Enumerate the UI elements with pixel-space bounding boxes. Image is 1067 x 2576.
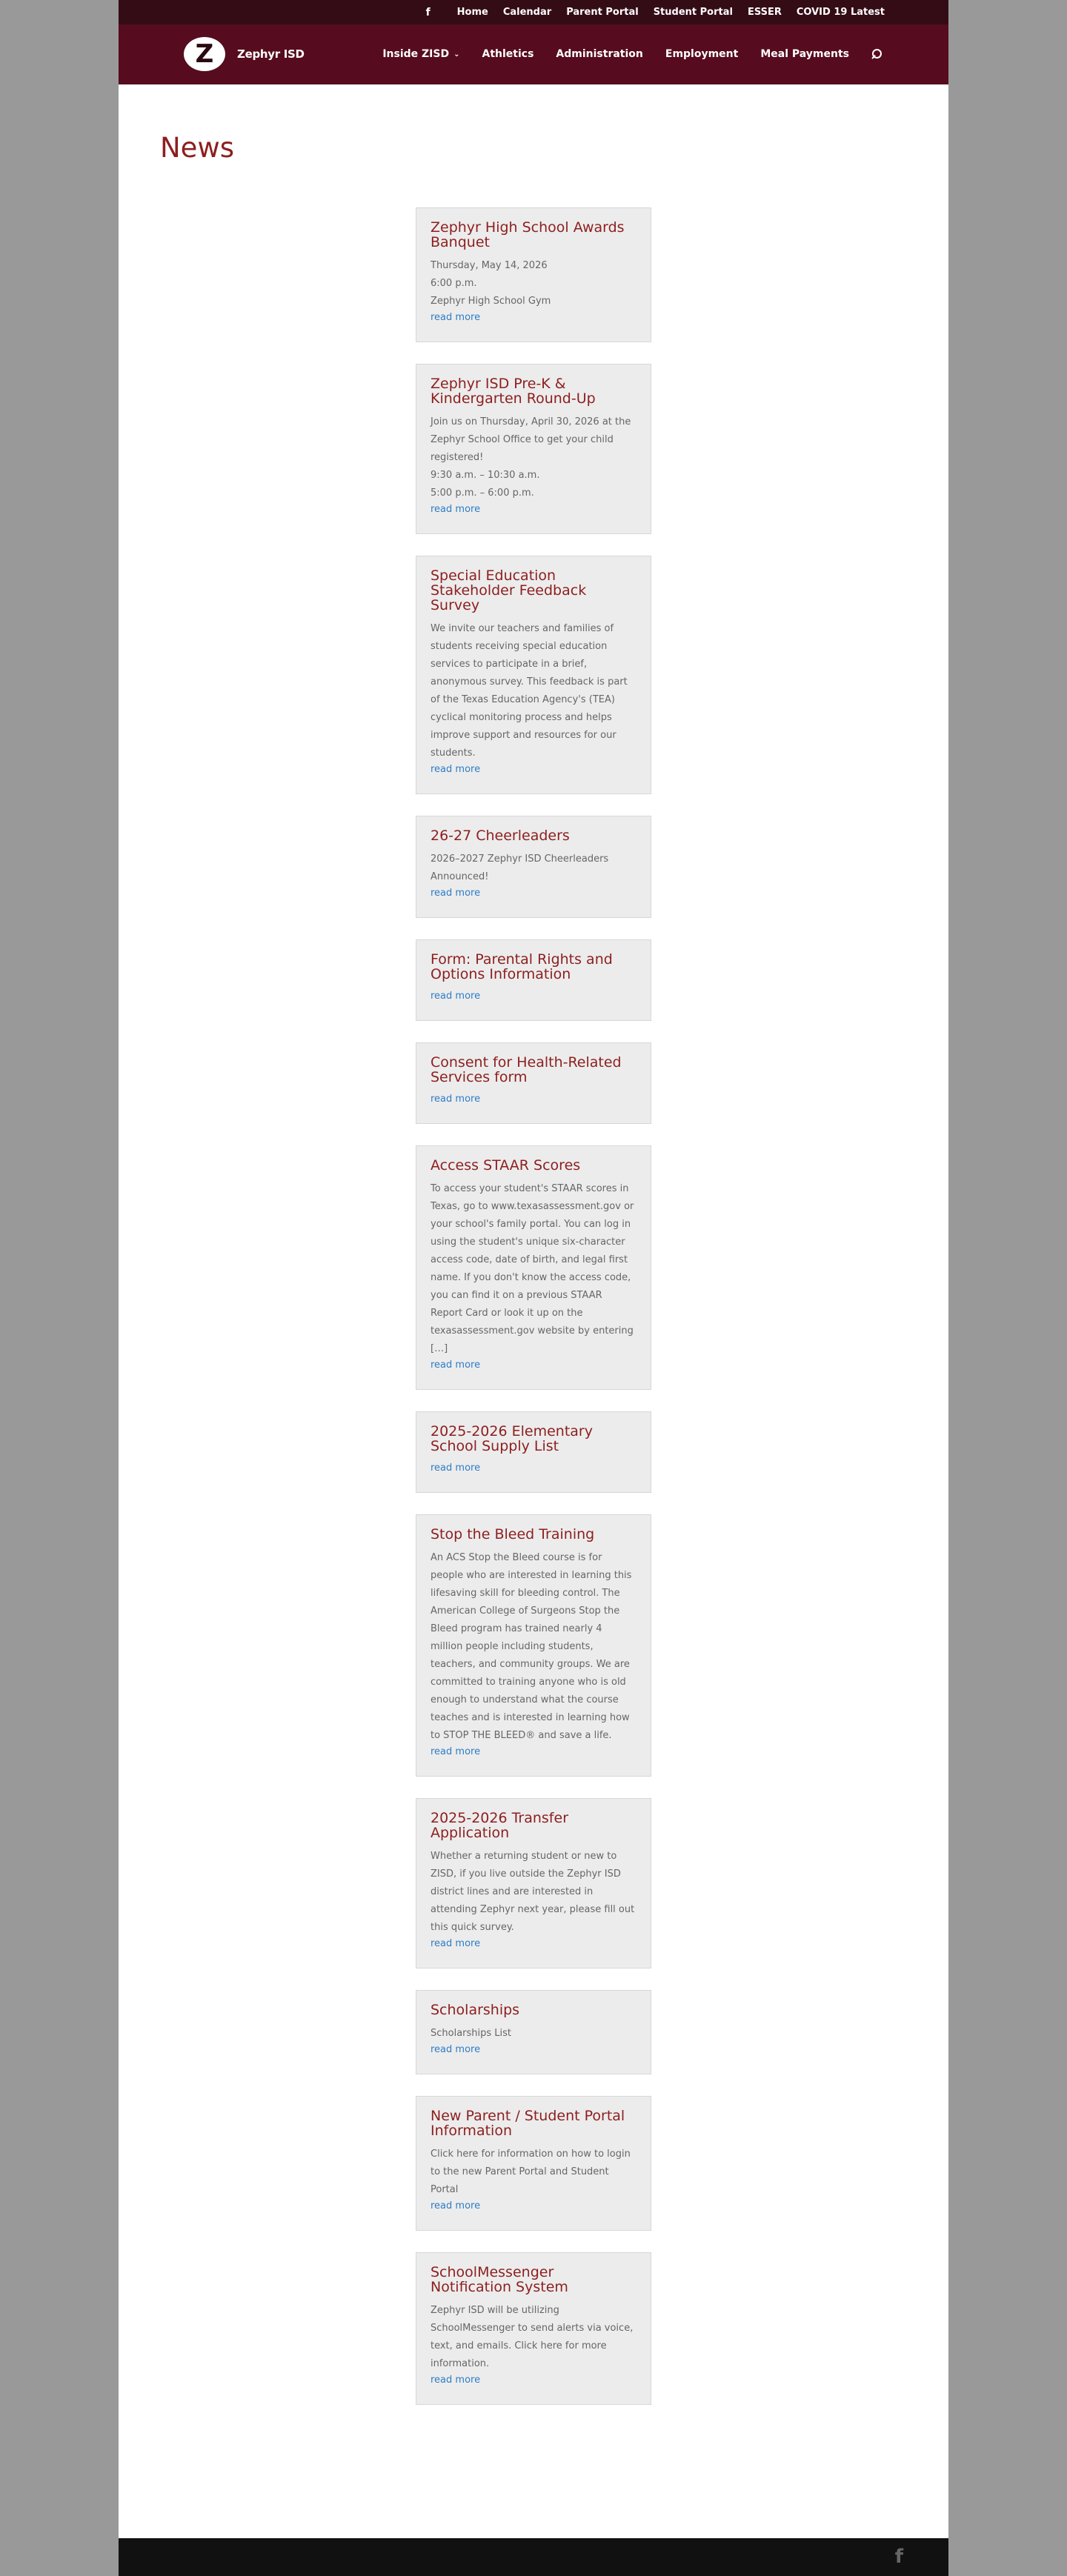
facebook-icon[interactable]: f	[425, 6, 431, 19]
site-logo[interactable]	[184, 37, 305, 71]
top-link-home[interactable]: Home	[456, 7, 488, 18]
read-more-link[interactable]: read more	[431, 2200, 481, 2211]
logo-badge	[184, 37, 225, 71]
news-card	[416, 816, 651, 918]
read-more-link[interactable]: read more	[431, 764, 481, 775]
nav-label: Inside ZISD	[382, 48, 450, 60]
chevron-down-icon: ⌄	[453, 50, 460, 59]
top-link-esser[interactable]: ESSER	[747, 7, 782, 18]
top-bar	[119, 0, 948, 24]
top-link-calendar[interactable]: Calendar	[502, 7, 552, 18]
news-card-title[interactable]: Zephyr ISD Pre-K & Kindergarten Round-Up	[431, 376, 596, 407]
news-card-excerpt: 9:30 a.m. – 10:30 a.m.	[431, 470, 540, 481]
news-card-title[interactable]: New Parent / Student Portal Information	[431, 2108, 625, 2139]
nav-administration[interactable]: Administration	[556, 48, 643, 60]
search-icon[interactable]	[871, 48, 883, 60]
news-feed	[416, 207, 651, 2426]
read-more-link[interactable]: read more	[431, 2044, 481, 2055]
logo-mark: Z	[195, 39, 214, 69]
page-title: News	[160, 132, 234, 164]
news-card-excerpt: Thursday, May 14, 2026	[431, 260, 548, 271]
top-link-student-portal[interactable]: Student Portal	[653, 7, 733, 18]
read-more-link[interactable]: read more	[431, 888, 481, 899]
news-card-title[interactable]: 2025-2026 Elementary School Supply List	[431, 1423, 593, 1454]
news-card-excerpt: Whether a returning student or new to ZISD, if you live outside the Zephyr ISD district lines and are interested in attending Zephyr next year, please fill out this quick survey.	[431, 1851, 635, 1933]
news-card-title[interactable]: SchoolMessenger Notification System	[431, 2264, 568, 2295]
news-card-title[interactable]: Access STAAR Scores	[431, 1157, 581, 1174]
news-card	[416, 1411, 651, 1493]
news-card-excerpt: To access your student's STAAR scores in Texas, go to www.texasassessment.gov or your school's family portal. You can log in using the student's unique six-character access code, date of birth, and legal first name. If you don't know the access code, you can find it on a previous STAAR Report Card or look it up on the texasassessment.gov website by entering […]	[431, 1183, 634, 1354]
page-container	[119, 0, 948, 2576]
read-more-link[interactable]: read more	[431, 1094, 481, 1105]
news-card-excerpt: Scholarships List	[431, 2028, 512, 2039]
read-more-link[interactable]: read more	[431, 504, 481, 515]
news-card	[416, 939, 651, 1021]
news-card	[416, 556, 651, 794]
news-card-title[interactable]: 26-27 Cheerleaders	[431, 828, 570, 844]
news-card-title[interactable]: Scholarships	[431, 2002, 520, 2018]
news-card-excerpt: Click here for information on how to login to the new Parent Portal and Student Portal	[431, 2149, 631, 2195]
news-card-excerpt: Zephyr ISD will be utilizing SchoolMessenger to send alerts via voice, text, and emails. Click here for more information.	[431, 2305, 634, 2369]
read-more-link[interactable]: read more	[431, 1746, 481, 1757]
news-card	[416, 2096, 651, 2231]
site-name: Zephyr ISD	[237, 47, 305, 61]
news-card-title[interactable]: Zephyr High School Awards Banquet	[431, 219, 625, 250]
news-card-excerpt: 6:00 p.m.	[431, 278, 477, 289]
news-card-title[interactable]: Form: Parental Rights and Options Information	[431, 951, 613, 982]
read-more-link[interactable]: read more	[431, 1938, 481, 1949]
main-nav	[360, 48, 883, 60]
news-card	[416, 1145, 651, 1390]
news-card-excerpt: 2026–2027 Zephyr ISD Cheerleaders Announced!	[431, 853, 609, 882]
news-card-excerpt: Zephyr High School Gym	[431, 296, 551, 307]
read-more-link[interactable]: read more	[431, 1462, 481, 1474]
news-card	[416, 207, 651, 342]
main-header	[119, 24, 948, 84]
read-more-link[interactable]: read more	[431, 312, 481, 323]
nav-inside-zisd[interactable]	[382, 48, 459, 60]
news-card-excerpt: Join us on Thursday, April 30, 2026 at the Zephyr School Office to get your child registered!	[431, 416, 631, 463]
news-card	[416, 1990, 651, 2074]
footer	[119, 2538, 948, 2576]
news-card-excerpt: We invite our teachers and families of students receiving special education services to participate in a brief, anonymous survey. This feedback is part of the Texas Education Agency's (TEA) cyclical monitoring process and helps improve support and resources for our students.	[431, 623, 628, 759]
nav-employment[interactable]: Employment	[665, 48, 739, 60]
facebook-icon[interactable]: f	[894, 2546, 903, 2568]
read-more-link[interactable]: read more	[431, 991, 481, 1002]
news-card-excerpt: An ACS Stop the Bleed course is for people who are interested in learning this lifesaving skill for bleeding control. The American College of Surgeons Stop the Bleed program has trained nearly 4 million people including students, teachers, and community groups. We are committed to training anyone who is old enough to understand what the course teaches and is interested in learning how to STOP THE BLEED® and save a life.	[431, 1552, 632, 1741]
news-card	[416, 364, 651, 534]
news-card	[416, 1514, 651, 1777]
news-card-excerpt: 5:00 p.m. – 6:00 p.m.	[431, 487, 534, 499]
news-card	[416, 1042, 651, 1124]
news-card-title[interactable]: Stop the Bleed Training	[431, 1526, 595, 1542]
news-card-title[interactable]: Special Education Stakeholder Feedback Survey	[431, 568, 587, 613]
news-card	[416, 1798, 651, 1968]
top-link-parent-portal[interactable]: Parent Portal	[566, 7, 639, 18]
news-card-title[interactable]: Consent for Health-Related Services form	[431, 1054, 622, 1085]
top-link-covid[interactable]: COVID 19 Latest	[796, 7, 885, 18]
news-card-title[interactable]: 2025-2026 Transfer Application	[431, 1810, 569, 1841]
news-card	[416, 2252, 651, 2405]
read-more-link[interactable]: read more	[431, 2374, 481, 2386]
nav-meal-payments[interactable]: Meal Payments	[760, 48, 849, 60]
read-more-link[interactable]: read more	[431, 1359, 481, 1371]
nav-athletics[interactable]: Athletics	[482, 48, 534, 60]
